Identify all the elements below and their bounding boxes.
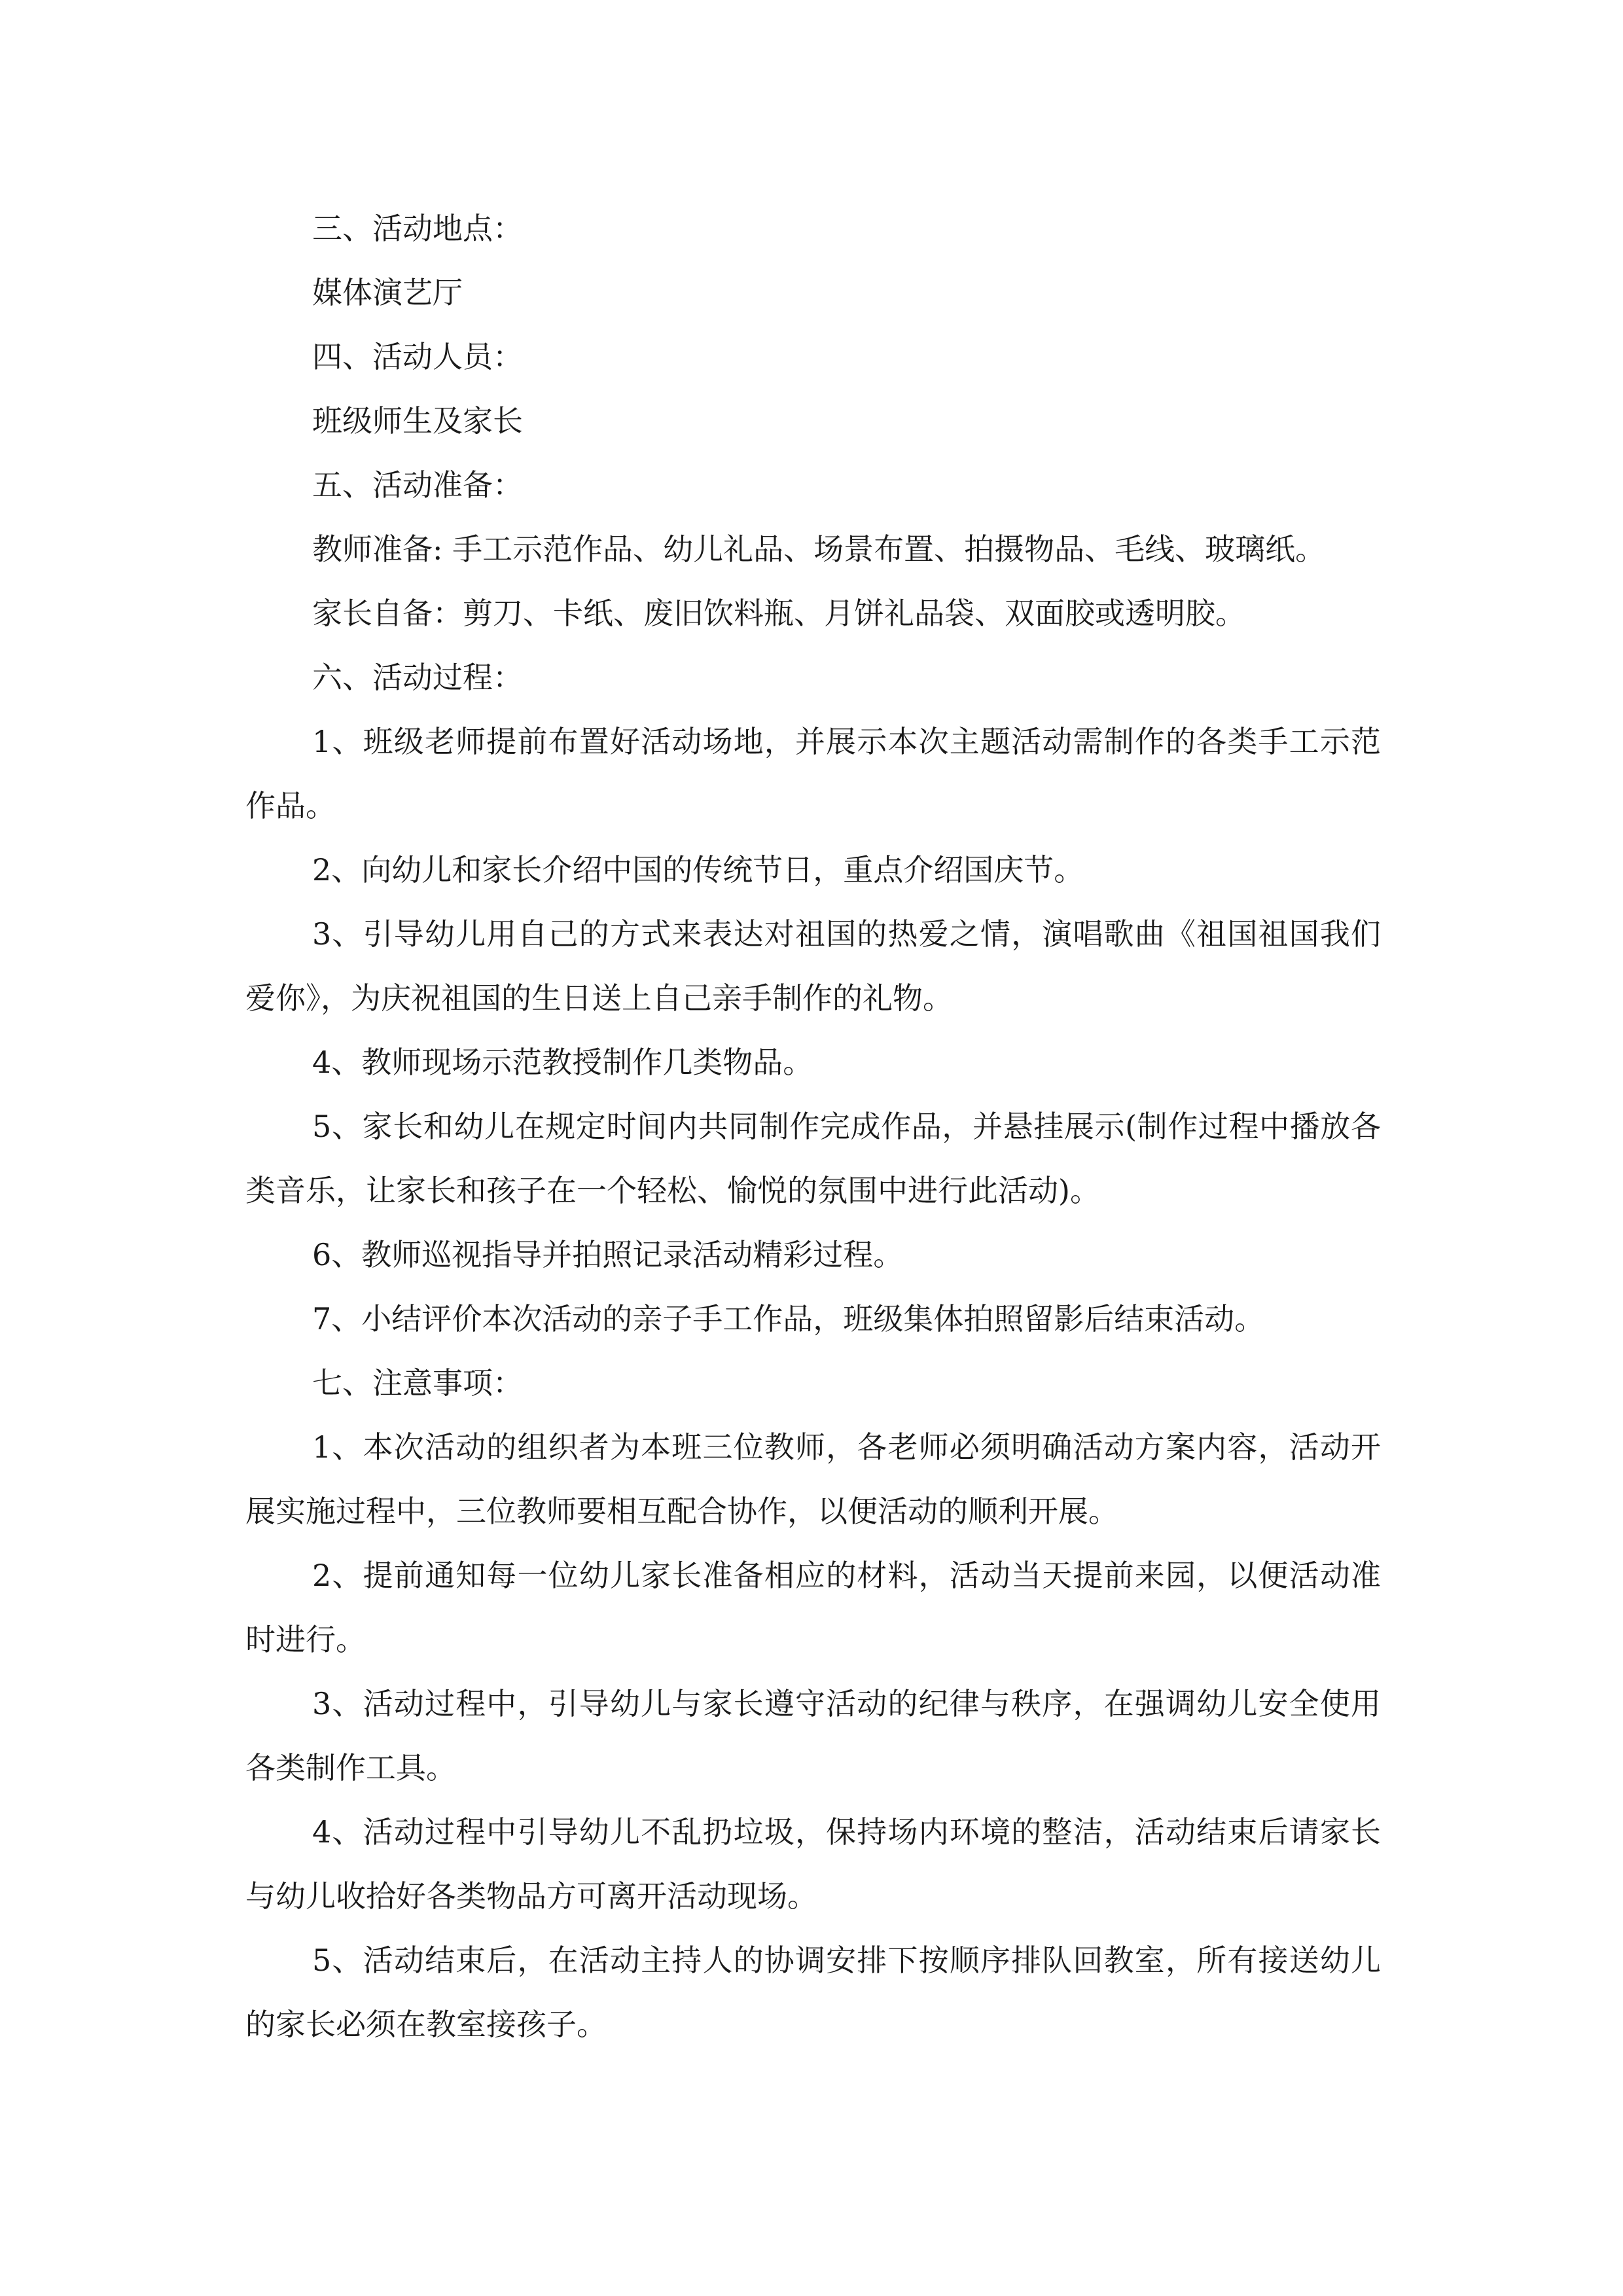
process-item-5: 5、家长和幼儿在规定时间内共同制作完成作品，并悬挂展示(制作过程中播放各类音乐，让家长和孩子在一个轻松、愉悦的氛围中进行此活动)。 bbox=[245, 1109, 1381, 1208]
notes-item-3: 3、活动过程中，引导幼儿与家长遵守活动的纪律与秩序，在强调幼儿安全使用各类制作工具。 bbox=[245, 1686, 1381, 1785]
process-item-6: 6、教师巡视指导并拍照记录活动精彩过程。 bbox=[312, 1237, 904, 1272]
process-item-2: 2、向幼儿和家长介绍中国的传统节日，重点介绍国庆节。 bbox=[312, 852, 1084, 888]
heading-venue: 三、活动地点： bbox=[312, 211, 523, 246]
process-item-7: 7、小结评价本次活动的亲子手工作品，班级集体拍照留影后结束活动。 bbox=[312, 1301, 1265, 1336]
participants-text: 班级师生及家长 bbox=[312, 403, 523, 439]
notes-item-2: 2、提前通知每一位幼儿家长准备相应的材料，活动当天提前来园，以便活动准时进行。 bbox=[245, 1558, 1381, 1657]
heading-preparation: 五、活动准备： bbox=[312, 467, 523, 503]
heading-participants: 四、活动人员： bbox=[312, 339, 523, 374]
process-item-4: 4、教师现场示范教授制作几类物品。 bbox=[312, 1045, 813, 1080]
process-item-1: 1、班级老师提前布置好活动场地，并展示本次主题活动需制作的各类手工示范作品。 bbox=[245, 724, 1381, 823]
notes-item-5: 5、活动结束后，在活动主持人的协调安排下按顺序排队回教室，所有接送幼儿的家长必须在教室接孩子。 bbox=[245, 1943, 1381, 2042]
heading-process: 六、活动过程： bbox=[312, 660, 523, 695]
notes-item-4: 4、活动过程中引导幼儿不乱扔垃圾，保持场内环境的整洁，活动结束后请家长与幼儿收拾好各类物品方可离开活动现场。 bbox=[245, 1814, 1381, 1914]
venue-text: 媒体演艺厅 bbox=[312, 275, 463, 310]
heading-notes: 七、注意事项： bbox=[312, 1365, 523, 1401]
notes-item-1: 1、本次活动的组织者为本班三位教师，各老师必须明确活动方案内容，活动开展实施过程中，三位教师要相互配合协作，以便活动的顺利开展。 bbox=[245, 1429, 1381, 1529]
process-item-3: 3、引导幼儿用自己的方式来表达对祖国的热爱之情，演唱歌曲《祖国祖国我们爱你》，为庆祝祖国的生日送上自己亲手制作的礼物。 bbox=[245, 916, 1381, 1016]
parent-preparation: 家长自备：剪刀、卡纸、废旧饮料瓶、月饼礼品袋、双面胶或透明胶。 bbox=[312, 596, 1245, 631]
document-body bbox=[245, 196, 1381, 2056]
teacher-preparation: 教师准备: 手工示范作品、幼儿礼品、场景布置、拍摄物品、毛线、玻璃纸。 bbox=[312, 531, 1326, 567]
